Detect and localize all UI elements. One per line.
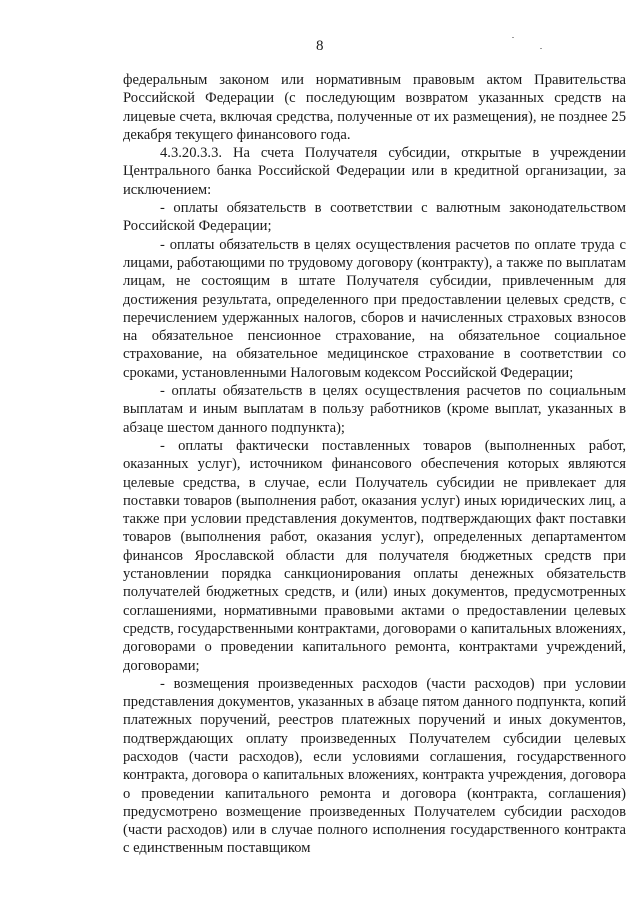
paragraph-goods-payments: - оплаты фактически поставленных товаров (выполненных работ, оказанных услуг), источником финансового обеспечения которых являются целевые средства, в случае, если Получатель субсидии не привлекает для поставки товаров (выполнения работ, оказания услуг) иных юридических лиц, а также при условии представления документов, подтверждающих факт поставки товаров (выполнения работ, оказания услуг), определенных департаментом финансов Ярославской области для получателя бюджетных средств при установлении порядка санкционирования оплаты денежных обязательств получателей бюджетных средств, и (или) иных документов, предусмотренных соглашениями, нормативными правовыми актами о предоставлении целевых средств, государственными контрактами, договорами о капитальных вложениях, договорами о проведении капитального ремонта, контрактами учреждений, договорами; [123,437,626,674]
scan-artifact [512,37,514,38]
paragraph-currency-obligations: - оплаты обязательств в соответствии с валютным законодательством Российской Федерации; [123,200,626,235]
paragraph-expense-reimbursement: - возмещения произведенных расходов (части расходов) при условии представления документов, указанных в абзаце пятом данного подпункта, копий платежных поручений, реестров платежных поручений и иных документов, подтверждающих оплату произведенных Получателем субсидии целевых расходов (части расходов), если условиями соглашения, государственного контракта, договора о капитальных вложениях, контракта учреждения, договора о проведении капитального ремонта и договора (контракта, соглашения) предусмотрено возмещение произведенных Получателем субсидии расходов (части расходов) или в случае полного исполнения государственного контракта с единственным поставщиком [123,675,626,857]
document-body [123,71,626,858]
page-number: 8 [316,38,324,54]
paragraph-social-payments: - оплаты обязательств в целях осуществления расчетов по социальным выплатам и иным выплатам в пользу работников (кроме выплат, указанных в абзаце шестом данного подпункта); [123,383,626,436]
scan-artifact [540,48,542,49]
paragraph-continuation: федеральным законом или нормативным правовым актом Правительства Российской Федерации (с последующим возвратом указанных средств на лицевые счета, включая средства, полученные от их размещения), не позднее 25 декабря текущего финансового года. [123,72,626,143]
paragraph-labor-payments: - оплаты обязательств в целях осуществления расчетов по оплате труда с лицами, работающими по трудовому договору (контракту), а также по выплатам лицам, не состоящим в штате Получателя субсидии, привлеченным для достижения результата, определенного при предоставлении целевых средств, с перечислением удержанных налогов, сборов и начисленных страховых взносов на обязательное пенсионное страхование, на обязательное социальное страхование, на обязательное медицинское страхование в соответствии со сроками, установленными Налоговым кодексом Российской Федерации; [123,236,626,381]
paragraph-clause-4-3-20-3-3: 4.3.20.3.3. На счета Получателя субсидии, открытые в учреждении Центрального банка Российской Федерации или в кредитной организации, за исключением: [123,145,626,198]
